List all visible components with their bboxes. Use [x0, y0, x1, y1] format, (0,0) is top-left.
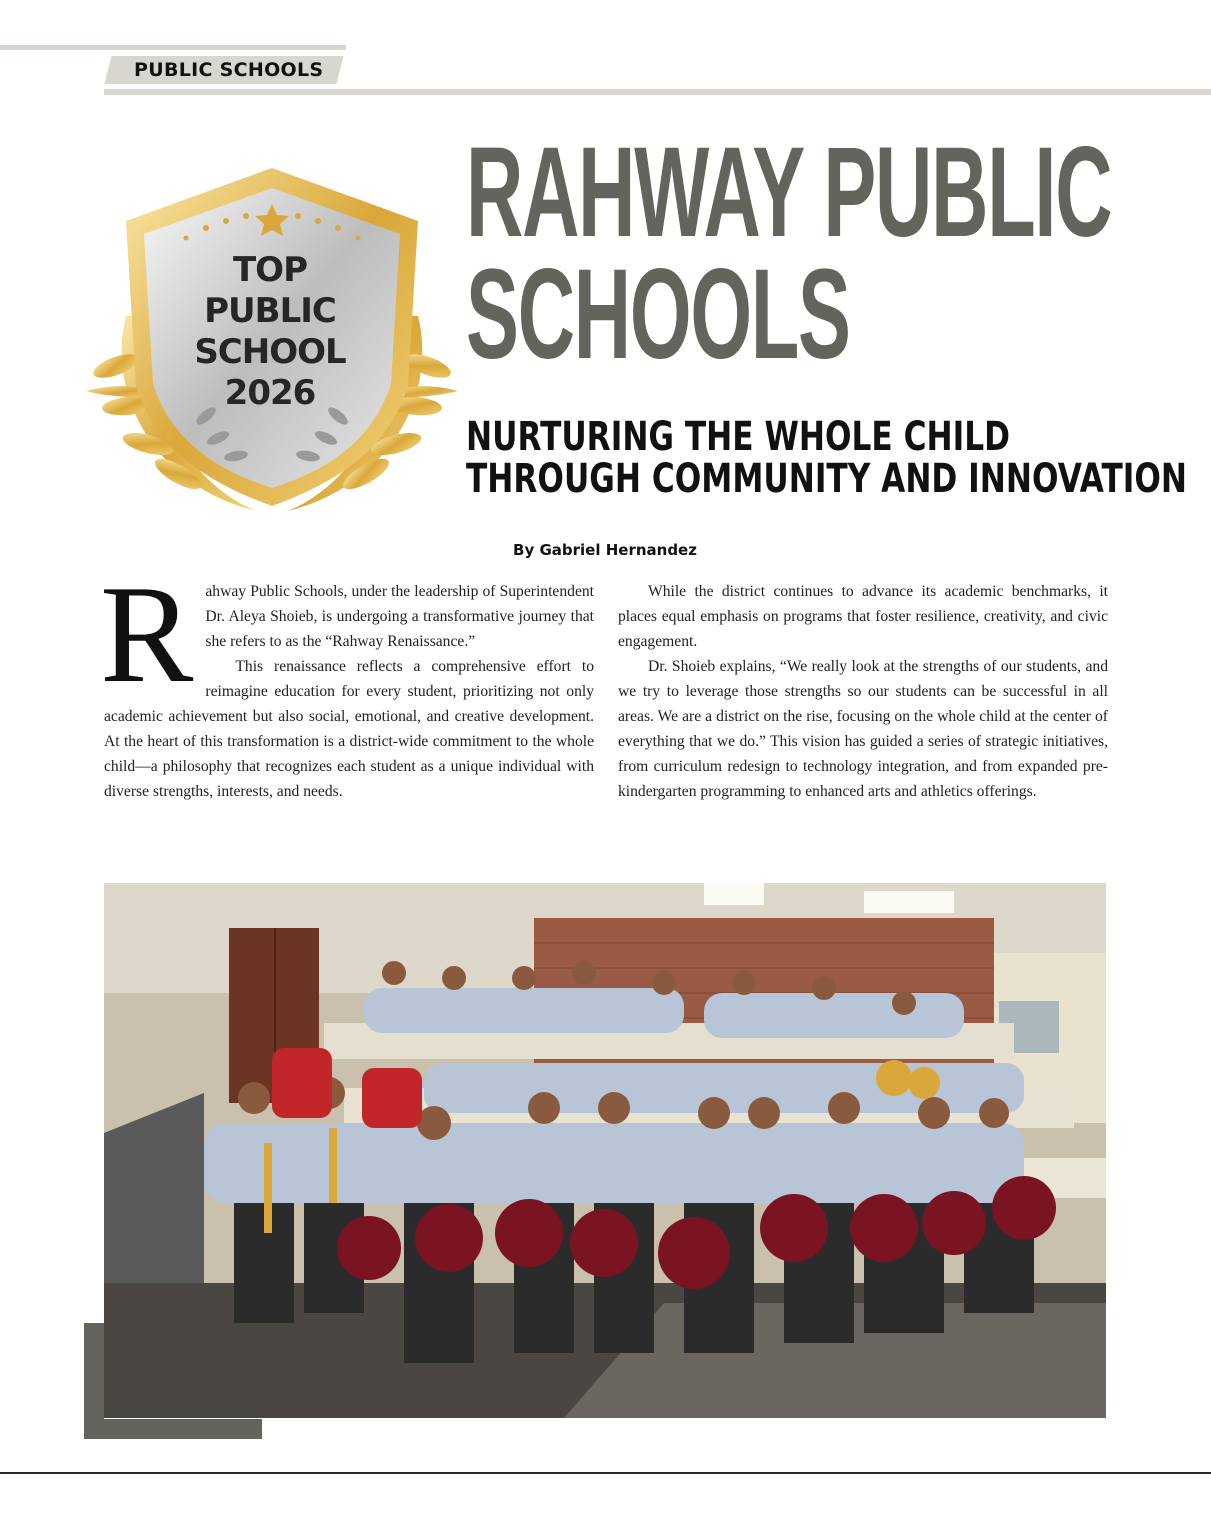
body-column-right	[618, 579, 1108, 804]
article-subtitle	[466, 414, 1187, 502]
section-label: PUBLIC SCHOOLS	[134, 59, 324, 81]
title-line-1: RAHWAY PUBLIC	[466, 121, 1112, 264]
badge-line-1: TOP	[232, 250, 307, 290]
title-line-2: SCHOOLS	[466, 243, 850, 386]
paragraph: Dr. Shoieb explains, “We really look at the strengths of our students, and we try to leverage those strengths so our students can be successful in all areas. We are a district on the rise, focusing on the whole child at the center of everything that we do.” This vision has guided a series of strategic initiatives, from curriculum redesign to technology integration, and from expanded pre-kindergarten programming to enhanced arts and athletics offerings.	[618, 658, 1108, 800]
paragraph: ahway Public Schools, under the leadership of Superintendent Dr. Aleya Shoieb, is undergoing a transformative journey that she refers to as the “Rahway Renaissance.”	[205, 583, 594, 650]
badge-line-3: SCHOOL	[194, 332, 346, 372]
photo-frame-accent	[84, 1419, 262, 1439]
badge-year: 2026	[224, 373, 316, 413]
group-photo	[104, 883, 1106, 1418]
bottom-rule	[0, 1472, 1211, 1474]
paragraph: While the district continues to advance its academic benchmarks, it places equal emphasis on programs that foster resilience, creativity, and civic engagement.	[618, 583, 1108, 650]
article-title	[466, 121, 1166, 386]
subtitle-line-2: THROUGH COMMUNITY AND INNOVATION	[466, 456, 1187, 502]
badge-text	[150, 250, 390, 414]
drop-cap: R	[100, 557, 194, 712]
body-column-left	[100, 557, 594, 804]
byline: By Gabriel Hernandez	[513, 541, 697, 559]
header-rule	[104, 89, 1211, 95]
subtitle-line-1: NURTURING THE WHOLE CHILD	[466, 414, 1010, 460]
badge-line-2: PUBLIC	[204, 291, 336, 331]
paragraph: This renaissance reflects a comprehensive effort to reimagine education for every student, prioritizing not only academic achievement but also social, emotional, and creative development. At the heart of this transformation is a district-wide commitment to the whole child—a philosophy that recognizes each student as a unique individual with diverse strengths, interests, and needs.	[104, 658, 594, 800]
top-rule	[0, 45, 346, 50]
